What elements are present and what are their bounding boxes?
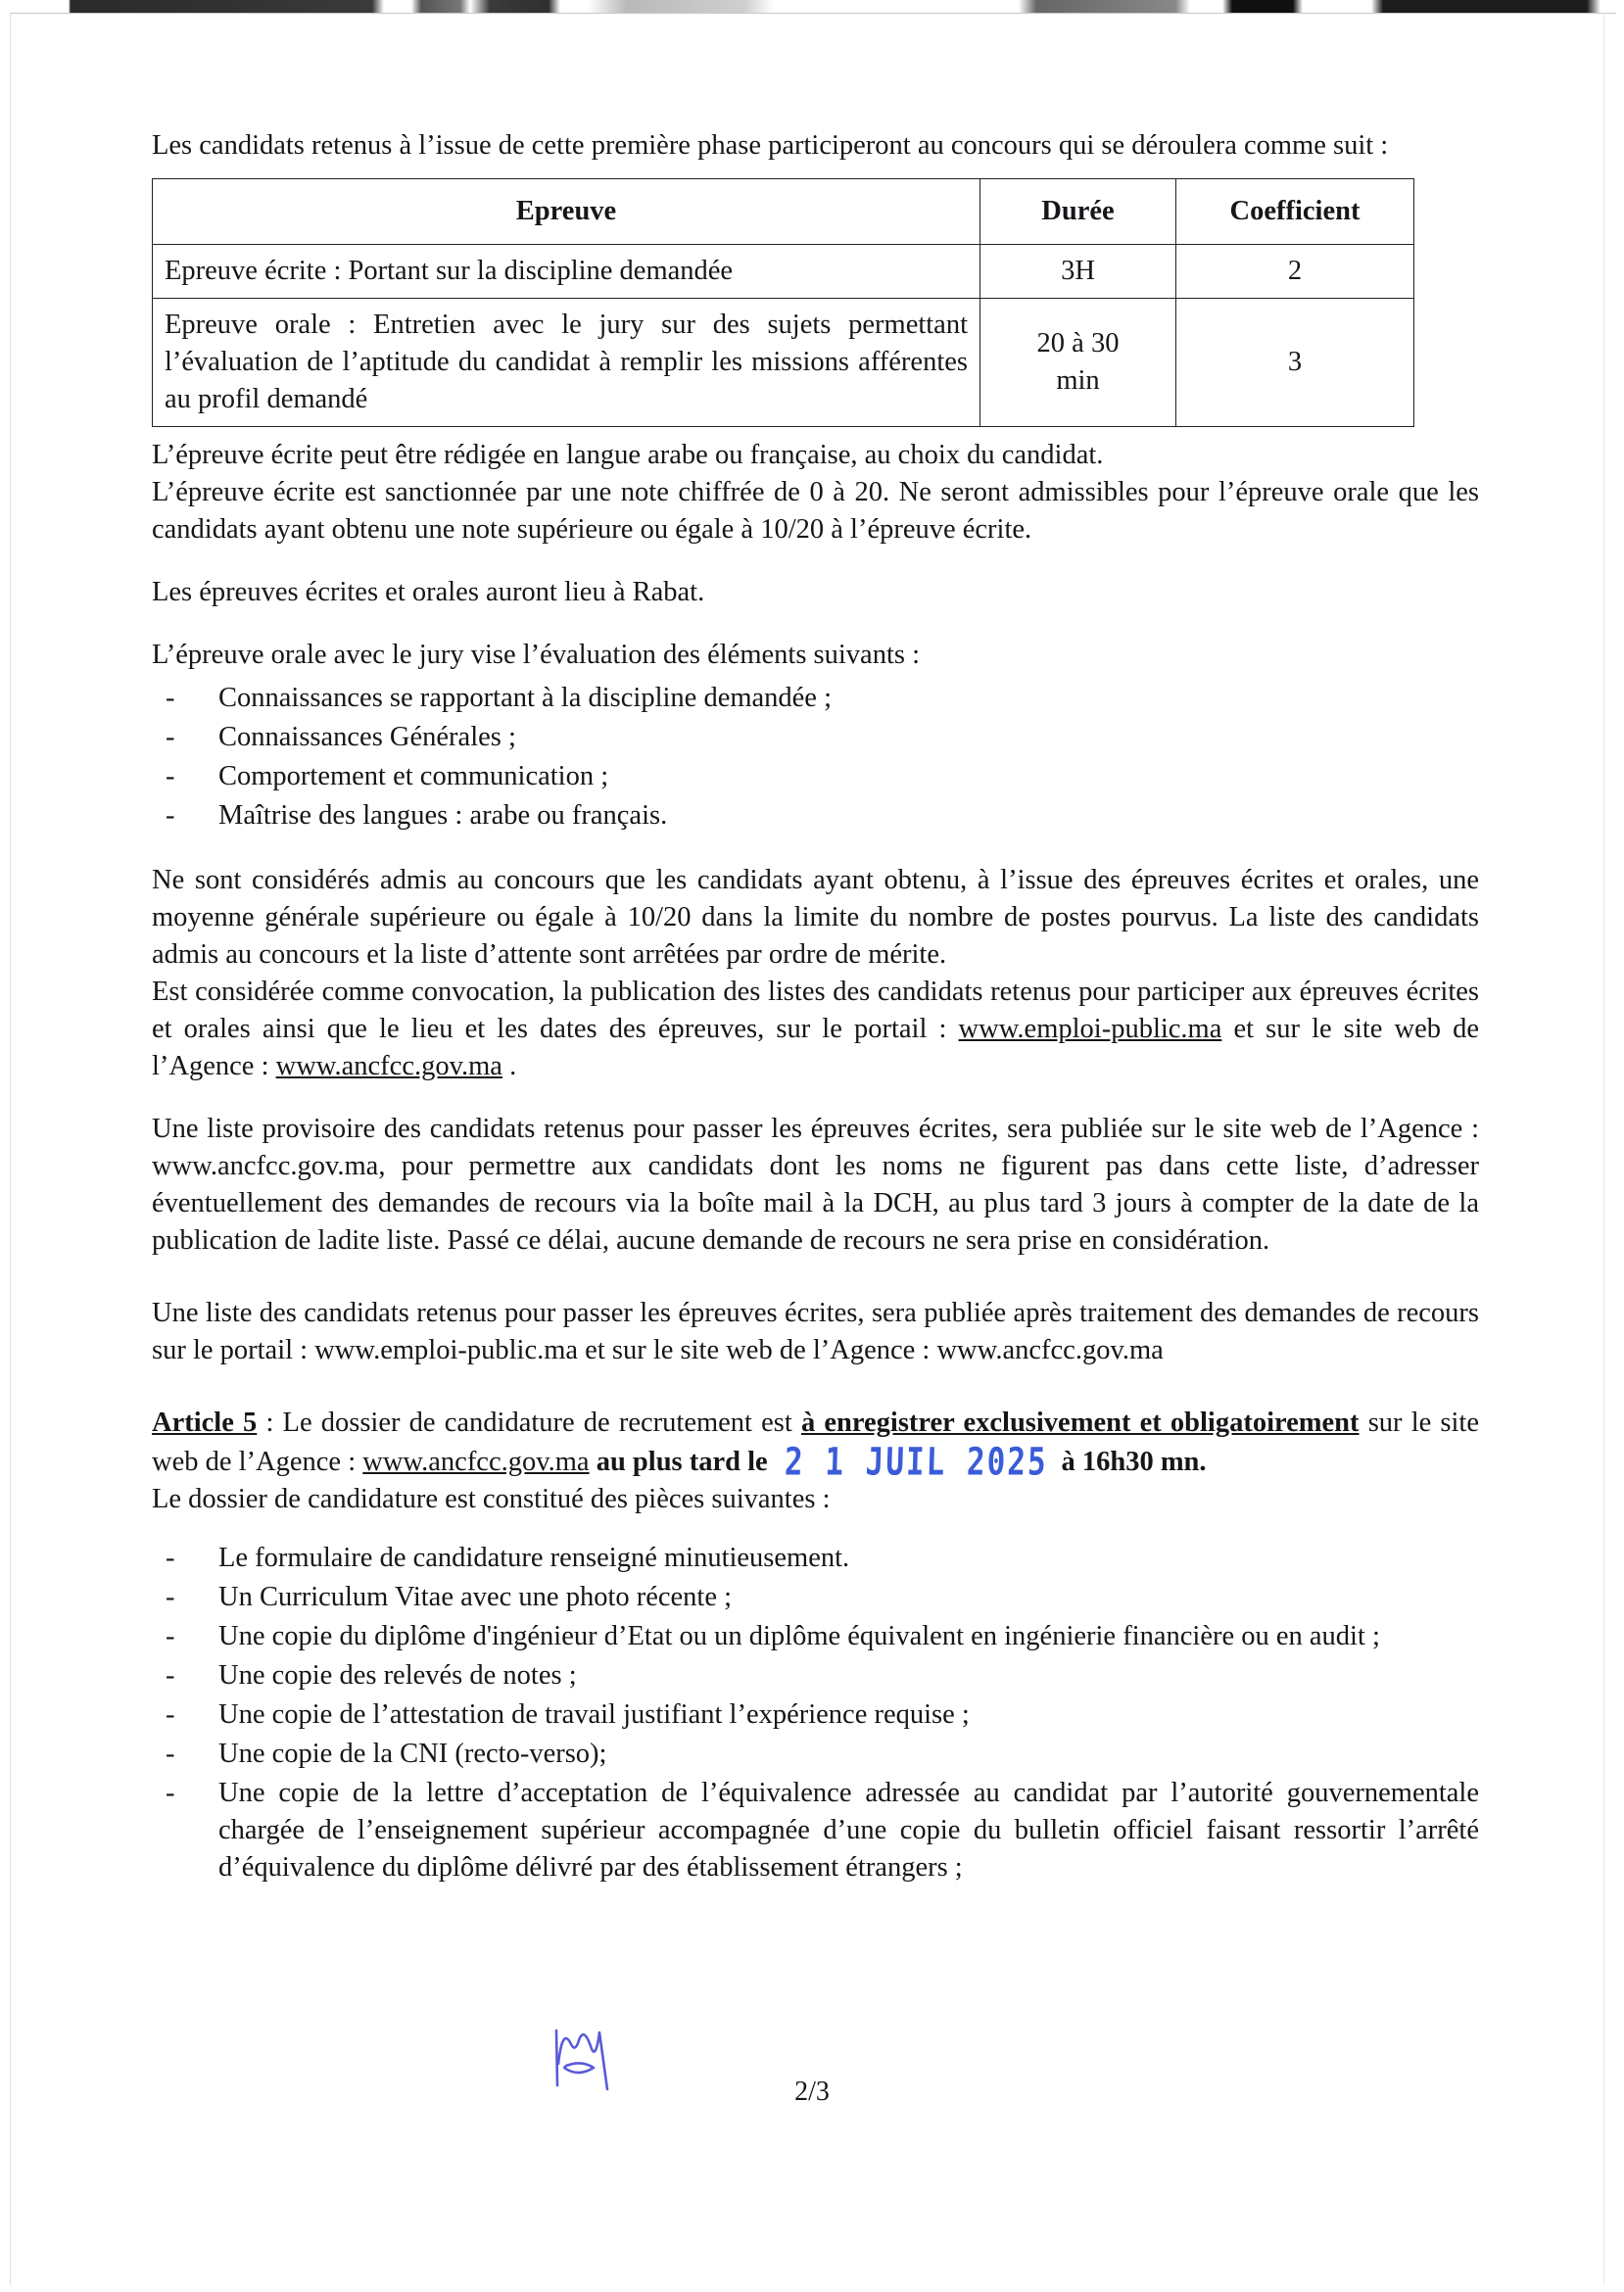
article-5-paragraph [152, 1405, 1479, 1485]
link-emploi-public[interactable]: www.emploi-public.ma [958, 1014, 1222, 1044]
list-item-label: Une copie de l’attestation de travail justifiant l’expérience requise ; [218, 1699, 970, 1730]
dash-marker: - [166, 1582, 175, 1612]
list-item-label: Maîtrise des langues : arabe ou français. [218, 800, 668, 831]
table-header-row [153, 179, 1414, 245]
spacer [152, 1518, 1479, 1534]
dash-marker: - [166, 1739, 175, 1769]
cell-epreuve-orale: Epreuve orale : Entretien avec le jury sur des sujets permettant l’évaluation de l’aptitude du candidat à remplir les missions afférentes au profil demandé [153, 299, 980, 427]
table-row [153, 299, 1414, 427]
paragraph-liste-definitive: Une liste des candidats retenus pour passer les épreuves écrites, sera publiée après traitement des demandes de recours sur le portail : www.emploi-public.ma et sur le site web de l’Agence : www.ancfcc.gov.ma [152, 1298, 1479, 1365]
paragraph-admission: Ne sont considérés admis au concours que les candidats ayant obtenu, à l’issue des épreuves écrites et orales, une moyenne générale supérieure ou égale à 10/20 dans la limite du nombre de postes pourvus. La liste des candidats admis au concours et la liste d’attente sont arrêtées par ordre de mérite. [152, 865, 1479, 970]
exams-table [152, 178, 1414, 427]
list-item [152, 758, 1479, 795]
convocation-text-3: . [502, 1051, 517, 1081]
list-item-label: Connaissances se rapportant à la discipline demandée ; [218, 683, 832, 713]
paragraph-langue: L’épreuve écrite peut être rédigée en langue arabe ou française, au choix du candidat. [152, 440, 1104, 470]
paragraph-note: L’épreuve écrite est sanctionnée par une note chiffrée de 0 à 20. Ne seront admissibles pour l’épreuve orale que les candidats ayant obtenu une note supérieure ou égale à 10/20 à l’épreuve écrite. [152, 477, 1479, 545]
page-number: 2/3 [794, 2077, 830, 2107]
dash-marker: - [166, 1543, 175, 1573]
list-item-label: Une copie des relevés de notes ; [218, 1660, 577, 1691]
list-item [152, 1657, 1479, 1695]
paragraph-convocation [152, 974, 1479, 1085]
list-item [152, 1579, 1479, 1616]
column-header-coefficient: Coefficient [1176, 179, 1414, 245]
cell-duree-ecrite: 3H [980, 245, 1176, 299]
oral-criteria-list [152, 680, 1479, 835]
list-item-label: Un Curriculum Vitae avec une photo récente ; [218, 1582, 733, 1612]
list-item-label: Le formulaire de candidature renseigné minutieusement. [218, 1543, 850, 1573]
cell-coefficient-orale: 3 [1176, 299, 1414, 427]
list-item [152, 1736, 1479, 1773]
spacer [152, 549, 1479, 574]
duree-orale-line2: min [1056, 365, 1100, 396]
list-item [152, 719, 1479, 756]
article-5-colon: : [257, 1408, 283, 1438]
dash-marker: - [166, 722, 175, 752]
spacer [152, 1085, 1479, 1111]
article-5-deadline-time: à 16h30 mn. [1061, 1447, 1207, 1477]
list-item [152, 680, 1479, 717]
article-5-deadline-lead: au plus tard le [589, 1447, 775, 1477]
paragraph-oral-intro: L’épreuve orale avec le jury vise l’évaluation des éléments suivants : [152, 640, 921, 670]
column-header-epreuve: Epreuve [153, 179, 980, 245]
list-item-label: Une copie de la lettre d’acceptation de l’équivalence adressée au candidat par l’autorité gouvernementale chargée de l’enseignement supérieur accompagnée d’une copie du bulletin officiel faisant ressortir l’arrêté d’équivalence du diplôme délivré par des établissement étrangers ; [218, 1778, 1479, 1883]
dossier-items-list [152, 1540, 1479, 1886]
article-5-heading: Article 5 [152, 1408, 258, 1438]
paragraph-liste-provisoire: Une liste provisoire des candidats retenus pour passer les épreuves écrites, sera publiée sur le site web de l’Agence : www.ancfcc.gov.ma, pour permettre aux candidats dont les noms ne figurent pas dans cette liste, d’adresser éventuellement des demandes de recours via la boîte mail à la DCH, au plus tard 3 jours à compter de la date de la publication de ladite liste. Passé ce délai, aucune demande de recours ne sera prise en considération. [152, 1114, 1479, 1256]
duree-orale-line1: 20 à 30 [1036, 328, 1120, 358]
article-5-text-2: sur le site web de l’Agence : [152, 1408, 1479, 1477]
list-item-label: Une copie de la CNI (recto-verso); [218, 1739, 607, 1769]
dash-marker: - [166, 800, 175, 831]
list-item-label: Une copie du diplôme d'ingénieur d’Etat ou un diplôme équivalent en ingénierie financière ou en audit ; [218, 1621, 1380, 1651]
document-body [152, 127, 1479, 1888]
article-5-text-1: Le dossier de candidature de recrutement est [282, 1408, 801, 1438]
dash-marker: - [166, 1660, 175, 1691]
dash-marker: - [166, 1621, 175, 1651]
cell-epreuve-ecrite: Epreuve écrite : Portant sur la discipline demandée [153, 245, 980, 299]
list-item-label: Connaissances Générales ; [218, 722, 516, 752]
cell-duree-orale [980, 299, 1176, 427]
sheet-edge-left [10, 13, 11, 2285]
table-row [153, 245, 1414, 299]
list-item [152, 1696, 1479, 1734]
intro-paragraph: Les candidats retenus à l’issue de cette première phase participeront au concours qui se déroulera comme suit : [152, 130, 1389, 161]
convocation-text-2: et sur le site web de l’Agence : [152, 1014, 1479, 1081]
paragraph-dossier-intro: Le dossier de candidature est constitué des pièces suivantes : [152, 1484, 831, 1514]
list-item [152, 797, 1479, 835]
link-ancfcc[interactable]: www.ancfcc.gov.ma [275, 1051, 502, 1081]
dash-marker: - [166, 761, 175, 791]
spacer [152, 1260, 1479, 1295]
paragraph-lieu: Les épreuves écrites et orales auront lieu à Rabat. [152, 577, 705, 607]
dash-marker: - [166, 1778, 175, 1808]
dash-marker: - [166, 683, 175, 713]
list-item [152, 1540, 1479, 1577]
link-ancfcc-article5[interactable]: www.ancfcc.gov.ma [362, 1447, 590, 1477]
list-item [152, 1775, 1479, 1886]
scan-edge-artifact [0, 0, 1624, 14]
cell-coefficient-ecrite: 2 [1176, 245, 1414, 299]
list-item [152, 1618, 1479, 1655]
spacer [152, 611, 1479, 637]
sheet-edge-right [1603, 13, 1604, 2285]
column-header-duree: Durée [980, 179, 1176, 245]
list-item-label: Comportement et communication ; [218, 761, 609, 791]
spacer [152, 1369, 1479, 1405]
convocation-text-1: Est considérée comme convocation, la publication des listes des candidats retenus pour participer aux épreuves écrites et orales ainsi que le lieu et les dates des épreuves, sur le portail : [152, 977, 1479, 1044]
date-stamp: 2 1 JUIL 2025 [784, 1440, 1049, 1485]
spacer [152, 836, 1479, 862]
dash-marker: - [166, 1699, 175, 1730]
article-5-emphasis: à enregistrer exclusivement et obligatoirement [800, 1408, 1360, 1438]
